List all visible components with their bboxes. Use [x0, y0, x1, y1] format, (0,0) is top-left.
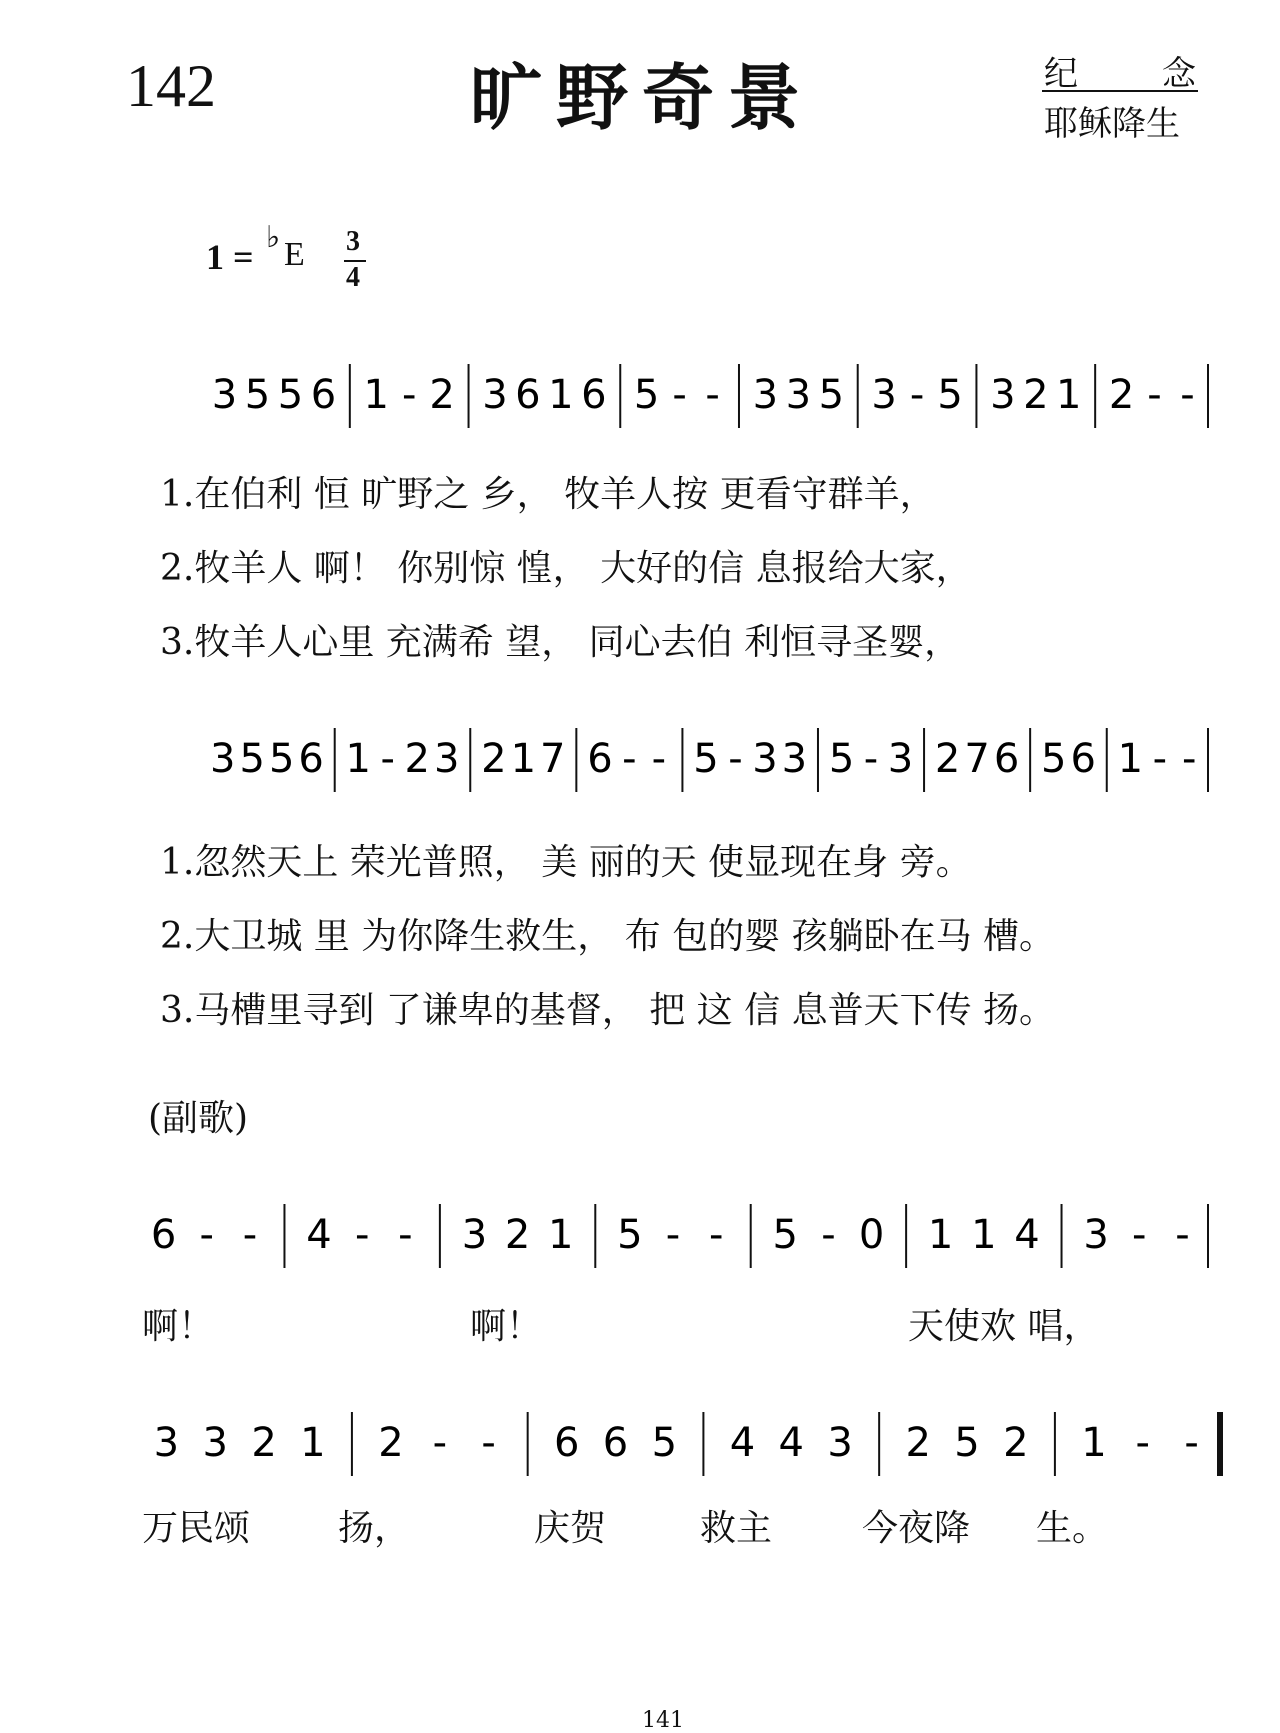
- key-tonic: E: [284, 236, 305, 273]
- note: 2: [1023, 372, 1049, 418]
- note: 3: [202, 1420, 228, 1466]
- chorus-lyric: 扬，: [338, 1508, 411, 1549]
- sustain-dash: -: [705, 372, 720, 418]
- note: 4: [729, 1420, 756, 1466]
- note: 3: [461, 1212, 488, 1258]
- note: 3: [752, 736, 778, 782]
- note: 1: [548, 1212, 574, 1258]
- note: 3: [871, 372, 897, 418]
- note: 2: [504, 1212, 531, 1258]
- note: 1: [971, 1212, 997, 1258]
- note: 1: [300, 1420, 326, 1466]
- time-signature-top: 3: [346, 226, 360, 257]
- sustain-dash: -: [1147, 372, 1162, 418]
- sustain-dash: -: [401, 372, 417, 418]
- sustain-dash: -: [708, 1212, 724, 1258]
- chorus-lyric: 救主: [700, 1508, 773, 1549]
- hymn-number: 142: [126, 53, 216, 119]
- chorus-lyric: 天使欢 唱，: [908, 1306, 1100, 1347]
- note: 6: [515, 372, 541, 418]
- note: 7: [964, 736, 990, 782]
- note: 2: [1108, 372, 1135, 418]
- sustain-dash: -: [481, 1420, 496, 1466]
- note: 5: [617, 1212, 643, 1258]
- note: 6: [1070, 736, 1096, 782]
- note: 6: [587, 736, 613, 782]
- sustain-dash: -: [1180, 372, 1195, 418]
- sustain-dash: -: [432, 1420, 448, 1466]
- chorus-lyric: 生。: [1036, 1508, 1109, 1549]
- note: 1: [1081, 1420, 1107, 1466]
- note: 6: [993, 736, 1020, 782]
- note: 1: [1056, 372, 1082, 418]
- note: 6: [553, 1420, 580, 1466]
- note: 6: [581, 372, 607, 418]
- hymn-title: 旷野奇景: [470, 56, 815, 140]
- occasion-subtitle: 耶稣降生: [1044, 104, 1180, 144]
- sustain-dash: -: [863, 736, 879, 782]
- note: 3: [827, 1420, 853, 1466]
- sustain-dash: -: [398, 1212, 413, 1258]
- note: 3: [990, 372, 1016, 418]
- chorus-label: (副歌): [148, 1098, 249, 1139]
- note: 4: [778, 1420, 805, 1466]
- note: 5: [693, 736, 719, 782]
- sustain-dash: -: [821, 1212, 836, 1258]
- chorus-lyric: 庆贺: [534, 1508, 607, 1549]
- note: 3: [781, 736, 808, 782]
- note: 1: [345, 736, 372, 782]
- verse-lyric-1a: 1.在伯利 恒 旷野之 乡， 牧羊人按 更看守群羊，: [160, 474, 936, 515]
- key-signature-prefix: 1 =: [206, 237, 254, 277]
- verse-lyric-3b: 3.马槽里寻到 了谦卑的基督， 把 这 信 息普天下传 扬。: [160, 990, 1056, 1031]
- flat-sign: ♭: [266, 220, 281, 255]
- note: 5: [1040, 736, 1067, 782]
- note: 6: [602, 1420, 629, 1466]
- sustain-dash: -: [1152, 736, 1168, 782]
- note: 2: [481, 736, 507, 782]
- note: 2: [905, 1420, 931, 1466]
- sustain-dash: -: [1182, 736, 1197, 782]
- occasion-char: 纪: [1044, 54, 1078, 94]
- sustain-dash: -: [380, 736, 395, 782]
- verse-lyric-1b: 1.忽然天上 荣光普照， 美 丽的天 使显现在身 旁。: [160, 842, 972, 883]
- note: 5: [277, 372, 304, 418]
- note: 3: [433, 736, 460, 782]
- note: 2: [251, 1420, 277, 1466]
- sustain-dash: -: [909, 372, 925, 418]
- verse-lyric-2b: 2.大卫城 里 为你降生救生， 布 包的婴 孩躺卧在马 槽。: [160, 916, 1056, 957]
- note: 7: [540, 736, 566, 782]
- note: 4: [306, 1212, 332, 1258]
- note: 5: [954, 1420, 980, 1466]
- note: 1: [548, 372, 574, 418]
- verse-lyric-2a: 2.牧羊人 啊！ 你别惊 惶， 大好的信 息报给大家，: [160, 548, 972, 589]
- sustain-dash: -: [1175, 1212, 1190, 1258]
- note: 5: [244, 372, 271, 418]
- note: 5: [937, 372, 963, 418]
- note: 0: [858, 1212, 885, 1258]
- sustain-dash: -: [1135, 1420, 1150, 1466]
- note: 2: [404, 736, 430, 782]
- note: 1: [363, 372, 389, 418]
- chorus-lyric: 啊！: [142, 1306, 215, 1347]
- note: 5: [268, 736, 295, 782]
- note: 3: [210, 736, 236, 782]
- sustain-dash: -: [1132, 1212, 1147, 1258]
- note: 3: [785, 372, 812, 418]
- note: 3: [482, 372, 508, 418]
- sustain-dash: -: [728, 736, 743, 782]
- note: 6: [310, 372, 337, 418]
- note: 5: [828, 736, 855, 782]
- note: 6: [298, 736, 324, 782]
- sustain-dash: -: [622, 736, 637, 782]
- sustain-dash: -: [242, 1212, 258, 1258]
- sustain-dash: -: [199, 1212, 214, 1258]
- note: 1: [510, 736, 537, 782]
- sustain-dash: -: [1184, 1420, 1199, 1466]
- note: 5: [818, 372, 845, 418]
- note: 5: [651, 1420, 678, 1466]
- note: 2: [378, 1420, 404, 1466]
- occasion-char: 念: [1162, 54, 1196, 94]
- chorus-lyric: 啊！: [470, 1306, 543, 1347]
- note: 6: [150, 1212, 177, 1258]
- sustain-dash: -: [354, 1212, 370, 1258]
- note: 3: [211, 372, 238, 418]
- chorus-lyric: 今夜降: [862, 1508, 971, 1549]
- note: 5: [772, 1212, 798, 1258]
- note: 3: [153, 1420, 180, 1466]
- note: 2: [429, 372, 455, 418]
- note: 2: [934, 736, 961, 782]
- note: 2: [1003, 1420, 1029, 1466]
- note: 5: [239, 736, 265, 782]
- sustain-dash: -: [651, 736, 667, 782]
- verse-lyric-3a: 3.牧羊人心里 充满希 望， 同心去伯 利恒寻圣婴，: [160, 622, 961, 663]
- note: 1: [927, 1212, 954, 1258]
- note: 3: [752, 372, 779, 418]
- note: 1: [1117, 736, 1144, 782]
- note: 3: [887, 736, 914, 782]
- note: 5: [633, 372, 660, 418]
- chorus-lyric: 万民颂: [142, 1508, 251, 1549]
- time-signature-bottom: 4: [346, 262, 360, 293]
- sustain-dash: -: [665, 1212, 681, 1258]
- note: 3: [1083, 1212, 1109, 1258]
- page-number: 141: [642, 1708, 684, 1733]
- sustain-dash: -: [672, 372, 687, 418]
- note: 4: [1014, 1212, 1040, 1258]
